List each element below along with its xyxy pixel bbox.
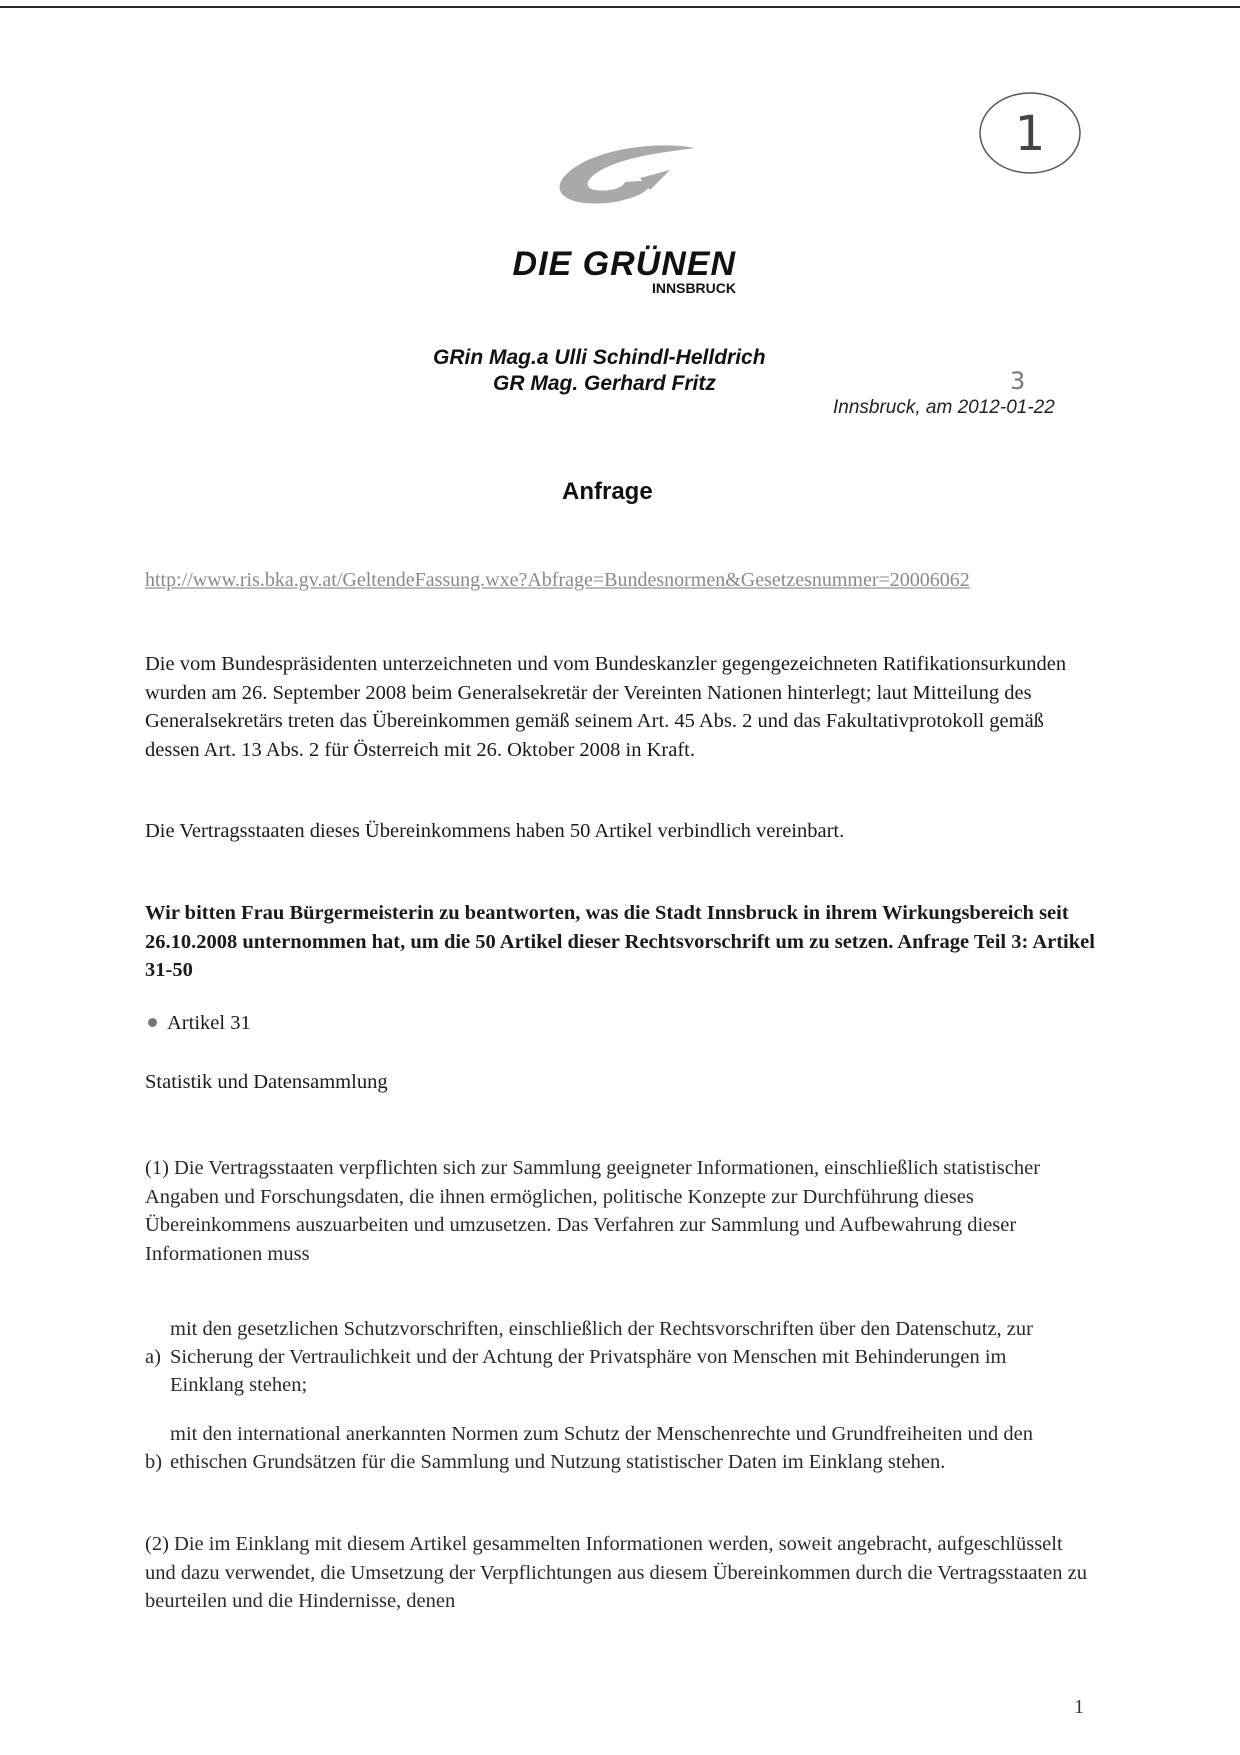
date-handwritten-annotation: 3	[1010, 367, 1026, 395]
article-paragraph-2: (2) Die im Einklang mit diesem Artikel gesammelten Informationen werden, soweit angebracht, aufgeschlüsselt und dazu verwendet, die Umsetzung der Verpflichtungen aus diesem Übereinkommen durch die Vertragsstaaten zu beurteilen und die Hindernisse, denen	[145, 1533, 1087, 1612]
document-title: Anfrage	[562, 478, 653, 505]
party-city: INNSBRUCK	[652, 280, 736, 296]
annotation-number: 1	[1014, 106, 1046, 162]
author-2: GR Mag. Gerhard Fritz	[493, 372, 716, 395]
agreement-paragraph: Die Vertragsstaaten dieses Übereinkommens haben 50 Artikel verbindlich vereinbart.	[145, 820, 845, 842]
scan-top-edge-line	[0, 6, 1240, 8]
die-gruenen-g-logo-icon	[545, 140, 715, 220]
party-name: DIE GRÜNEN	[512, 245, 736, 283]
article-paragraph-1: (1) Die Vertragsstaaten verpflichten sich zur Sammlung geeigneter Informationen, einschließlich statistischer Angaben und Forschungsdaten, die ihnen ermöglichen, politische Konzepte zur Durchführung dieses Übereinkommens auszuarbeiten und umzusetzen. Das Verfahren zur Sammlung und Aufbewahrung dieser Informationen muss	[145, 1157, 1041, 1265]
article-bullet-item	[148, 1012, 251, 1035]
list-item-letter: b)	[145, 1451, 163, 1473]
list-item-text: mit den gesetzlichen Schutzvorschriften, einschließlich der Rechtsvorschriften über den Datenschutz, zur Sicherung der Vertraulichkeit und der Achtung der Privatsphäre von Menschen mit Behinderungen im Einklang stehen;	[170, 1318, 1033, 1396]
source-url-link[interactable]: http://www.ris.bka.gv.at/GeltendeFassung.wxe?Abfrage=Bundesnormen&Gesetzesnummer=20006062	[145, 569, 970, 591]
bullet-icon	[148, 1018, 157, 1027]
article-label: Artikel 31	[167, 1012, 251, 1034]
intro-paragraph: Die vom Bundespräsidenten unterzeichneten und vom Bundeskanzler gegengezeichneten Ratifikationsurkunden wurden am 26. September 2008 beim Generalsekretär der Vereinten Nationen hinterlegt; laut Mitteilung des Generalsekretärs treten das Übereinkommen gemäß seinem Art. 45 Abs. 2 und das Fakultativprotokoll gemäß dessen Art. 13 Abs. 2 für Österreich mit 26. Oktober 2008 in Kraft.	[145, 653, 1067, 761]
list-item-letter: a)	[145, 1346, 161, 1368]
circled-number-annotation	[975, 88, 1085, 178]
list-item-text: mit den international anerkannten Normen zum Schutz der Menschenrechte und Grundfreiheiten und den ethischen Grundsätzen für die Sammlung und Nutzung statistischer Daten im Einklang stehen.	[170, 1423, 1033, 1473]
article-heading: Statistik und Datensammlung	[145, 1071, 388, 1093]
page-number: 1	[1074, 1696, 1084, 1718]
author-1: GRin Mag.a Ulli Schindl-Helldrich	[433, 346, 766, 369]
question-paragraph: Wir bitten Frau Bürgermeisterin zu beantworten, was die Stadt Innsbruck in ihrem Wirkungsbereich seit 26.10.2008 unternommen hat, um die 50 Artikel dieser Rechtsvorschrift um zu setzen. Anfrage Teil 3: Artikel 31-50	[145, 902, 1095, 981]
document-date: Innsbruck, am 2012-01-22	[833, 397, 1055, 418]
